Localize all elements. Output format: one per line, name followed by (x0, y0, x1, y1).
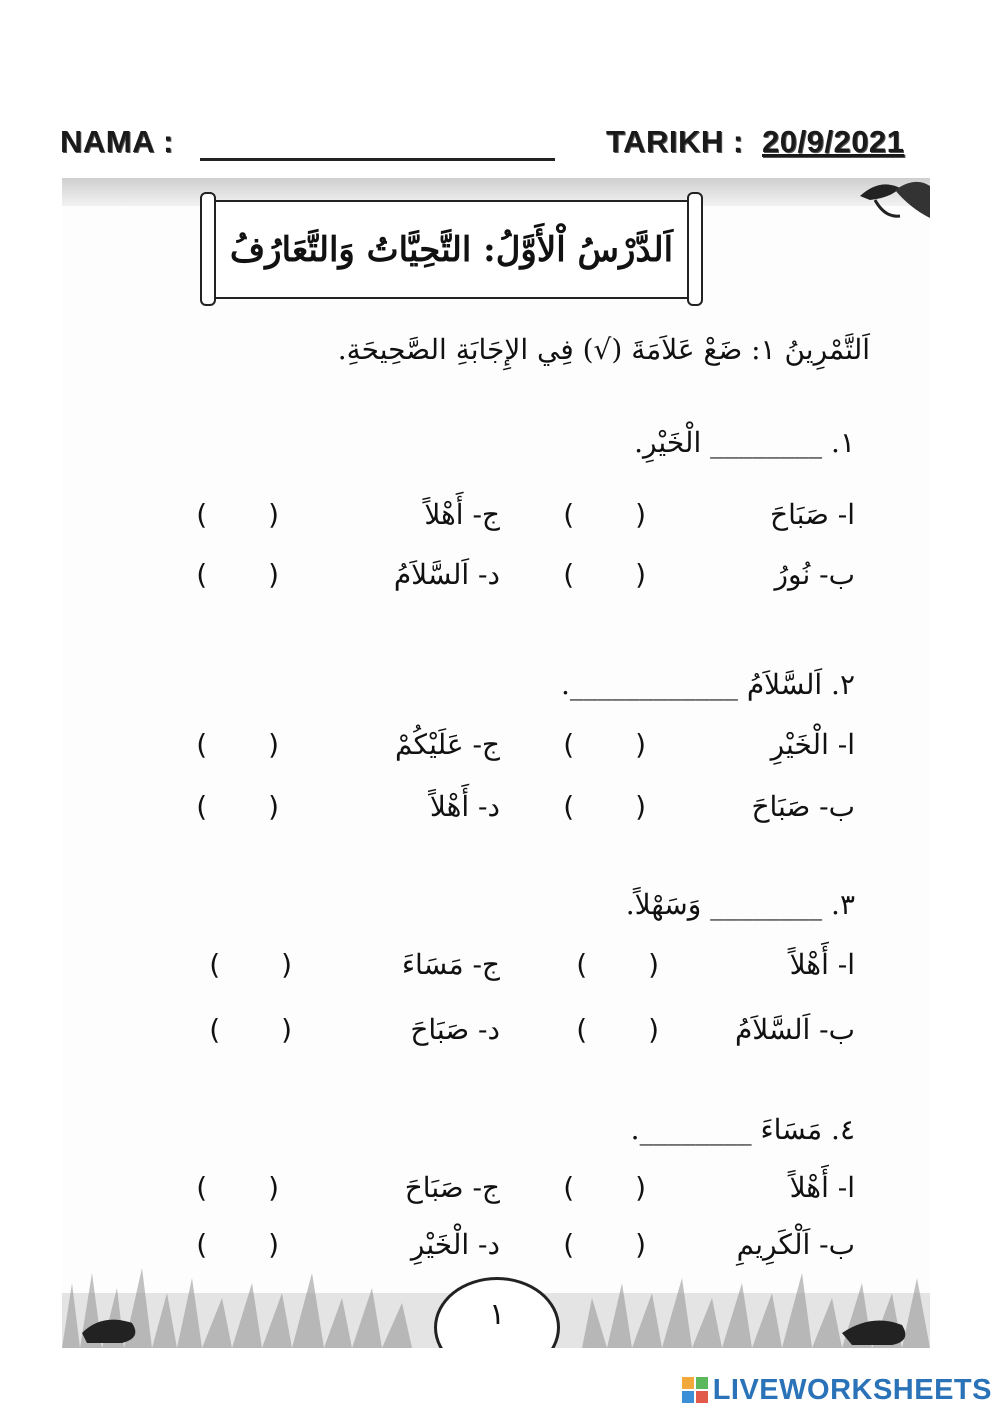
answer-checkbox-a[interactable]: ( ) (576, 948, 685, 981)
answer-checkbox-d[interactable]: ( ) (196, 1228, 305, 1261)
lesson-title-scroll (212, 200, 691, 299)
option-a: ا- الْخَيْرِ (770, 728, 855, 761)
exercise-instruction: اَلتَّمْرِينُ ١: ضَعْ عَلاَمَةَ (√) فِي الإِجَابَةِ الصَّحِيحَةِ. (337, 333, 870, 366)
option-d: د- أَهْلاً (429, 790, 500, 823)
answer-checkbox-c[interactable]: ( ) (209, 948, 318, 981)
option-a: ا- أَهْلاً (789, 948, 855, 981)
question-stem: ٣. ________ وَسَهْلاً. (625, 888, 855, 921)
question-stem: ١. ________ الْخَيْرِ. (634, 426, 855, 459)
option-c: ج- أَهْلاً (424, 498, 500, 531)
liveworksheets-logo (681, 1375, 992, 1405)
answer-checkbox-d[interactable]: ( ) (196, 558, 305, 591)
lesson-title: اَلدَّرْسُ اْلأَوَّلُ: التَّحِيَّاتُ وَالتَّعَارُفُ (229, 229, 674, 270)
option-b: ب- نُورُ (774, 558, 855, 591)
worksheet-page (62, 178, 930, 1348)
option-d: د- الْخَيْرِ (410, 1228, 500, 1261)
answer-checkbox-a[interactable]: ( ) (563, 1171, 672, 1204)
answer-checkbox-c[interactable]: ( ) (196, 728, 305, 761)
student-header (60, 118, 930, 168)
option-b: ب- صَبَاحَ (751, 790, 855, 823)
option-c: ج- عَلَيْكُمْ (395, 728, 500, 761)
option-d: د- صَبَاحَ (410, 1013, 500, 1046)
question-stem: ٤. مَسَاءَ ________. (630, 1113, 855, 1146)
option-c: ج- مَسَاءَ (401, 948, 500, 981)
answer-checkbox-b[interactable]: ( ) (563, 558, 672, 591)
answer-checkbox-c[interactable]: ( ) (196, 1171, 305, 1204)
answer-checkbox-a[interactable]: ( ) (563, 728, 672, 761)
liveworksheets-icon (681, 1376, 709, 1404)
answer-checkbox-c[interactable]: ( ) (196, 498, 305, 531)
option-c: ج- صَبَاحَ (404, 1171, 500, 1204)
option-a: ا- أَهْلاً (789, 1171, 855, 1204)
option-d: د- اَلسَّلاَمُ (393, 558, 500, 591)
answer-checkbox-b[interactable]: ( ) (563, 1228, 672, 1261)
answer-checkbox-d[interactable]: ( ) (209, 1013, 318, 1046)
question-stem: ٢. اَلسَّلاَمُ ____________. (561, 668, 855, 701)
answer-checkbox-b[interactable]: ( ) (576, 1013, 685, 1046)
page-number: ١ (434, 1277, 560, 1348)
brand-text: LIVEWORKSHEETS (712, 1373, 992, 1406)
answer-checkbox-d[interactable]: ( ) (196, 790, 305, 823)
option-b: ب- اَلسَّلاَمُ (734, 1013, 855, 1046)
nama-input-line[interactable] (200, 158, 555, 161)
nama-label: NAMA : (60, 124, 174, 159)
option-b: ب- اَلْكَرِيمِ (736, 1228, 855, 1261)
answer-checkbox-b[interactable]: ( ) (563, 790, 672, 823)
option-a: ا- صَبَاحَ (770, 498, 855, 531)
tarikh-value: 20/9/2021 (762, 124, 905, 159)
answer-checkbox-a[interactable]: ( ) (563, 498, 672, 531)
tarikh-label: TARIKH : (606, 124, 744, 159)
leaf-decoration-icon (840, 178, 930, 228)
